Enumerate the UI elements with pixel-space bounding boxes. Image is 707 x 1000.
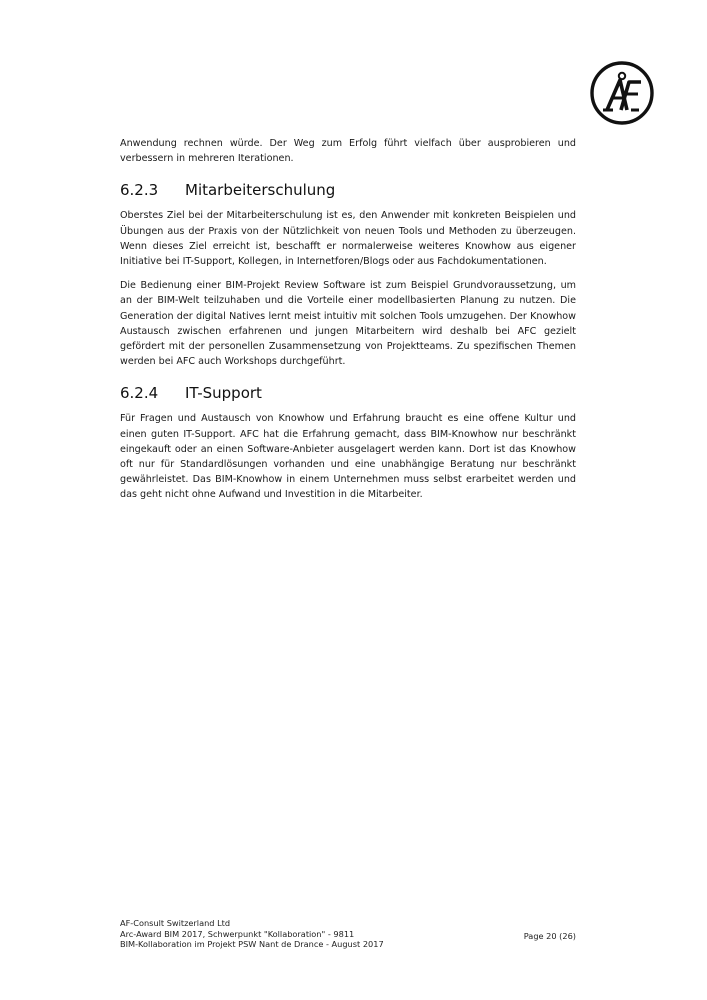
section-number: 6.2.3 [120,181,159,200]
footer-project-line: BIM-Kollaboration im Projekt PSW Nant de Drance - August 2017 [120,939,384,950]
paragraph: Oberstes Ziel bei der Mitarbeiterschulung ist es, den Anwender mit konkreten Beispielen und Übungen aus der Praxis von der Nützlichkeit von neuen Tools und Methoden zu überzeugen. Wenn dieses Ziel erreicht ist, beschafft er normalerweise weiteres Knowhow aus eigener Initiative bei IT-Support, Kollegen, in Internetforen/Blogs oder aus Fachdokumentationen. [120,210,576,268]
paragraph: Die Bedienung einer BIM-Projekt Review Software ist zum Beispiel Grundvoraussetzung, um an der BIM-Welt teilzuhaben und die Vorteile einer modellbasierten Planung zu nutzen. Die Generation der digital Natives lernt meist intuitiv mit solchen Tools umzugehen. Der Knowhow Austausch zwischen erfahrenen und jungen Mitarbeitern wird deshalb bei AFC gezielt gefördert mit der personellen Zusammensetzung von Projektteams. Zu spezifischen Themen werden bei AFC auch Workshops durchgeführt. [120,280,576,368]
paragraph: Für Fragen und Austausch von Knowhow und Erfahrung braucht es eine offene Kultur und einen guten IT-Support. AFC hat die Erfahrung gemacht, dass BIM-Knowhow nur beschränkt eingekauft oder an einen Software-Anbieter ausgelagert werden kann. Dort ist das Knowhow oft nur für Standardlösungen vorhanden und eine unabhängige Beratung nur beschränkt gewährleistet. Das BIM-Knowhow in einem Unternehmen muss selbst erarbeitet werden und das geht nicht ohne Aufwand und Investition in die Mitarbeiter. [120,413,576,501]
section-number: 6.2.4 [120,384,159,403]
page-footer [120,918,576,950]
section-heading-mitarbeiterschulung [120,180,576,200]
page-number: Page 20 (26) [523,931,576,941]
section-heading-it-support [120,383,576,403]
section-title: IT-Support [185,384,262,403]
footer-award-line: Arc-Award BIM 2017, Schwerpunkt "Kollaboration" - 9811 [120,928,355,939]
intro-paragraph: Anwendung rechnen würde. Der Weg zum Erfolg führt vielfach über ausprobieren und verbessern in mehreren Iterationen. [120,138,576,165]
section-title: Mitarbeiterschulung [185,181,336,200]
footer-company: AF-Consult Switzerland Ltd [120,918,231,928]
page-content [120,136,576,503]
af-consult-logo-icon [589,60,655,126]
